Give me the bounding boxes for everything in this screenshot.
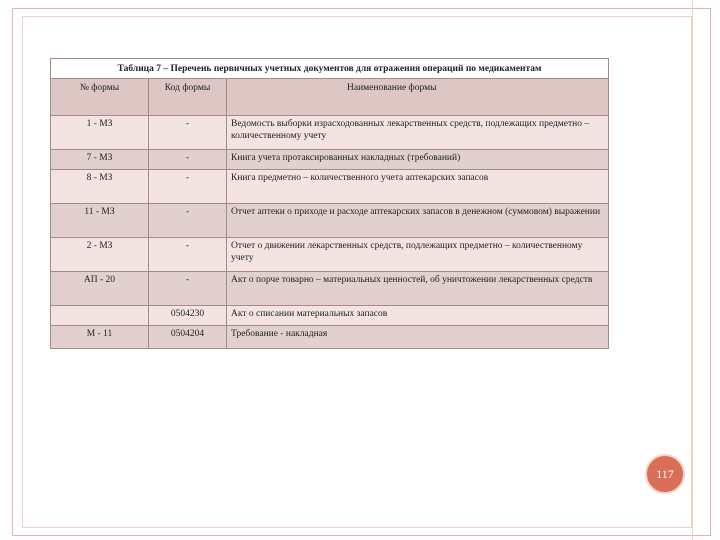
cell-form-number: АП - 20 bbox=[51, 272, 149, 306]
table-row bbox=[51, 170, 609, 204]
cell-form-name: Книга учета протаксированных накладных (требований) bbox=[227, 150, 609, 170]
cell-form-code: - bbox=[149, 170, 227, 204]
table-caption-row bbox=[51, 59, 609, 79]
cell-form-name: Ведомость выборки израсходованных лекарственных средств, подлежащих предметно – количественному учету bbox=[227, 116, 609, 150]
cell-form-name: Отчет аптеки о приходе и расходе аптекарских запасов в денежном (суммовом) выражении bbox=[227, 204, 609, 238]
cell-form-name: Акт о порче товарно – материальных ценностей, об уничтожении лекарственных средств bbox=[227, 272, 609, 306]
cell-form-code: - bbox=[149, 204, 227, 238]
table-row bbox=[51, 326, 609, 349]
table-caption: Таблица 7 – Перечень первичных учетных документов для отражения операций по медикаментам bbox=[51, 59, 609, 79]
cell-form-number: 7 - МЗ bbox=[51, 150, 149, 170]
table-row bbox=[51, 272, 609, 306]
cell-form-number: 8 - МЗ bbox=[51, 170, 149, 204]
cell-form-code: - bbox=[149, 238, 227, 272]
cell-form-code: - bbox=[149, 116, 227, 150]
decorative-rule bbox=[692, 0, 693, 540]
table-row bbox=[51, 204, 609, 238]
header-form-name: Наименование формы bbox=[227, 79, 609, 116]
cell-form-code: 0504230 bbox=[149, 306, 227, 326]
cell-form-name: Книга предметно – количественного учета аптекарских запасов bbox=[227, 170, 609, 204]
header-form-number: № формы bbox=[51, 79, 149, 116]
table-row bbox=[51, 150, 609, 170]
header-form-code: Код формы bbox=[149, 79, 227, 116]
page-number-badge: 117 bbox=[645, 454, 685, 494]
cell-form-number: 11 - МЗ bbox=[51, 204, 149, 238]
table-row bbox=[51, 306, 609, 326]
cell-form-name: Акт о списании материальных запасов bbox=[227, 306, 609, 326]
table-row bbox=[51, 116, 609, 150]
cell-form-number: М - 11 bbox=[51, 326, 149, 349]
cell-form-code: - bbox=[149, 272, 227, 306]
table-row bbox=[51, 238, 609, 272]
cell-form-code: - bbox=[149, 150, 227, 170]
cell-form-name: Отчет о движении лекарственных средств, подлежащих предметно – количественному учету bbox=[227, 238, 609, 272]
cell-form-number: 1 - МЗ bbox=[51, 116, 149, 150]
cell-form-number bbox=[51, 306, 149, 326]
cell-form-number: 2 - МЗ bbox=[51, 238, 149, 272]
cell-form-name: Требование - накладная bbox=[227, 326, 609, 349]
table-header-row bbox=[51, 79, 609, 116]
documents-table bbox=[50, 58, 609, 349]
cell-form-code: 0504204 bbox=[149, 326, 227, 349]
documents-table-container bbox=[50, 58, 608, 349]
